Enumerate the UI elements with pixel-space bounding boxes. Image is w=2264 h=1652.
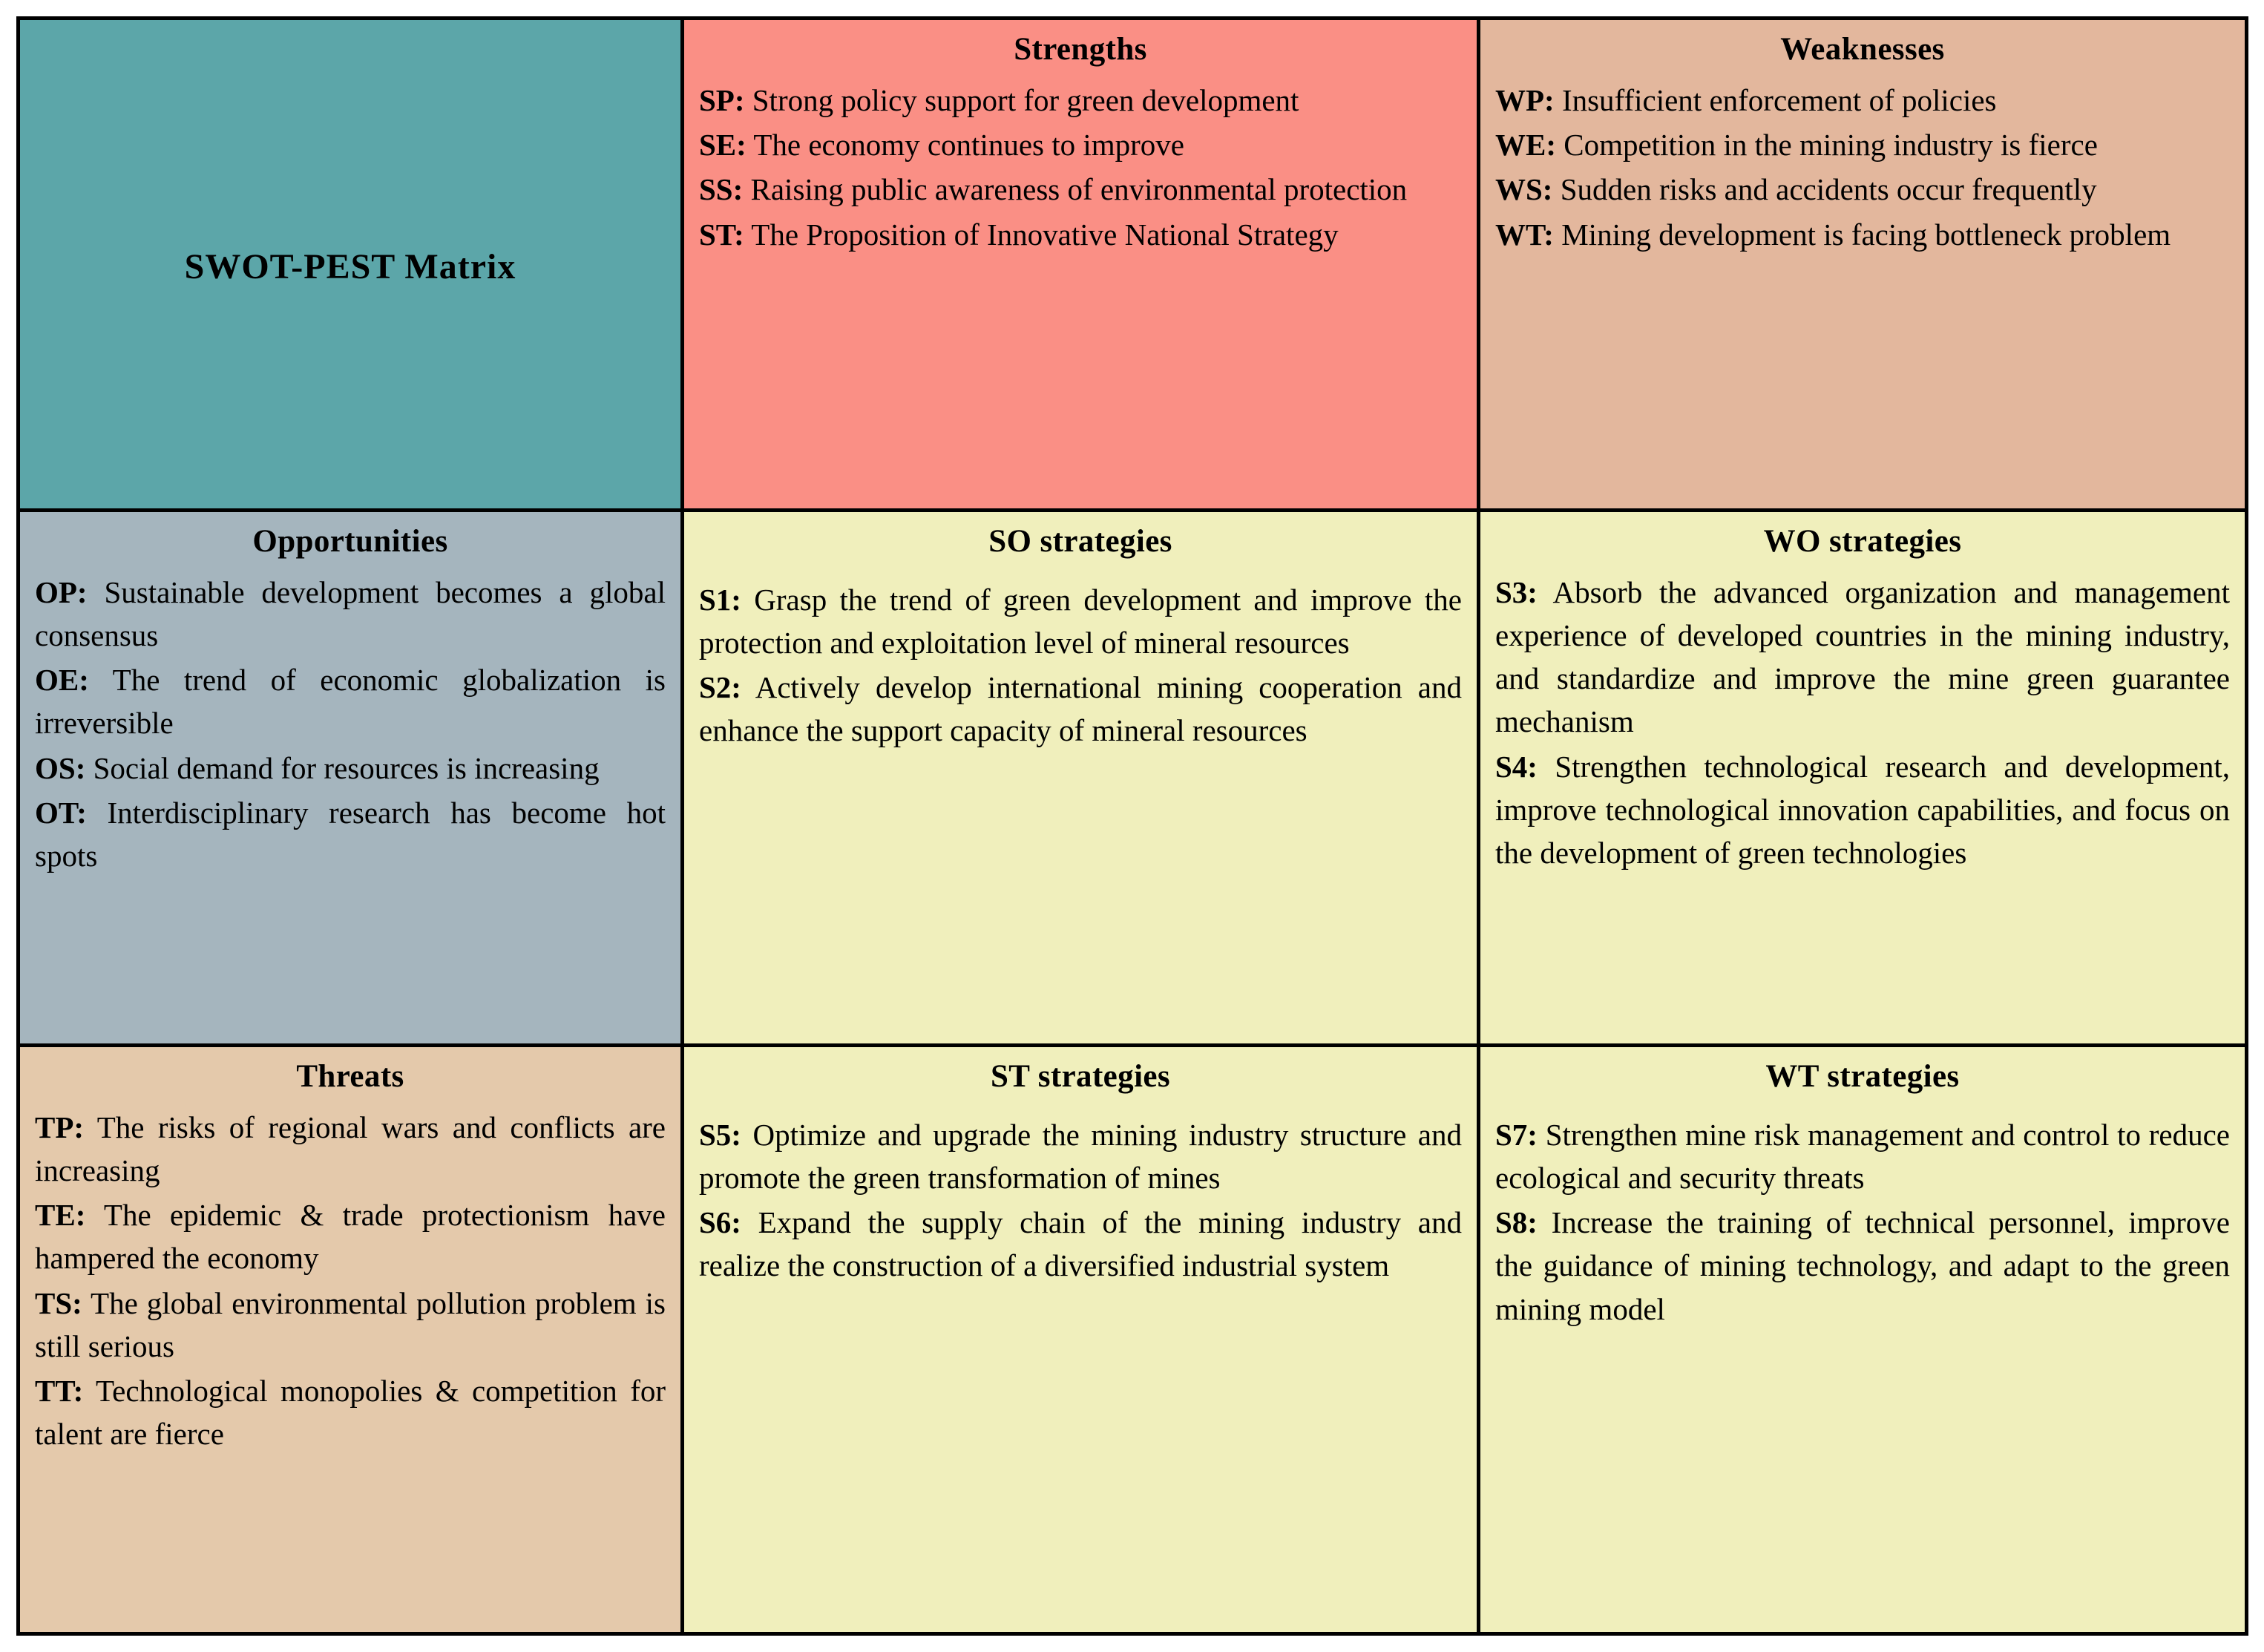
matrix-entry-text: Competition in the mining industry is fierce: [1556, 128, 2098, 163]
matrix-entry-code: OP:: [35, 574, 88, 609]
so-strategies-title: SO strategies: [988, 523, 1172, 559]
matrix-entry: [699, 578, 1462, 664]
matrix-entry-text: The Proposition of Innovative National Strategy: [744, 217, 1339, 252]
opportunities-title: Opportunities: [252, 523, 448, 559]
matrix-row-strengths-weaknesses: [19, 19, 2247, 511]
matrix-entry-text: Increase the training of technical personnel, improve the guidance of mining technology, and adapt to the green mining model: [1495, 1205, 2230, 1326]
matrix-entry-code: TT:: [35, 1374, 84, 1409]
matrix-entry-code: SS:: [699, 172, 744, 207]
threats-title: Threats: [296, 1058, 404, 1094]
st-strategies-entry-list: [699, 1113, 1462, 1288]
matrix-entry: [1495, 1201, 2230, 1331]
matrix-entry: [699, 666, 1462, 752]
corner-cell-inner: [20, 20, 680, 508]
threats-cell: [19, 1045, 683, 1633]
matrix-entry: [35, 571, 666, 657]
matrix-entry-text: Strong policy support for green development: [744, 83, 1299, 117]
st-strategies-cell-inner: [684, 1047, 1477, 1632]
threats-entry-list: [35, 1106, 666, 1456]
matrix-entry: [35, 1193, 666, 1279]
matrix-entry: [699, 168, 1462, 211]
matrix-entry: [1495, 1113, 2230, 1199]
opportunities-cell-inner: [20, 512, 680, 1043]
matrix-entry: [35, 747, 666, 790]
matrix-entry: [1495, 123, 2230, 166]
matrix-entry: [35, 658, 666, 744]
matrix-entry: [699, 123, 1462, 166]
wt-strategies-cell-inner: [1480, 1047, 2245, 1632]
matrix-entry-text: Sudden risks and accidents occur frequently: [1552, 172, 2097, 207]
matrix-entry: [1495, 79, 2230, 122]
strengths-title: Strengths: [1014, 32, 1147, 67]
matrix-entry: [35, 791, 666, 877]
matrix-entry-text: Raising public awareness of environmental protection: [743, 172, 1408, 207]
matrix-entry-text: Interdisciplinary research has become hot spots: [35, 795, 666, 873]
matrix-entry-text: The global environmental pollution problem is still serious: [35, 1285, 666, 1363]
st-strategies-cell: [683, 1045, 1479, 1633]
strengths-entry-list: [699, 79, 1462, 256]
matrix-entry-code: SP:: [699, 83, 745, 117]
matrix-entry-text: Mining development is facing bottleneck problem: [1553, 217, 2171, 252]
st-strategies-title: ST strategies: [990, 1058, 1171, 1094]
matrix-entry-code: WT:: [1495, 217, 1554, 252]
weaknesses-cell-inner: [1480, 20, 2245, 508]
matrix-entry-code: TE:: [35, 1198, 86, 1233]
matrix-entry-text: Strengthen technological research and development, improve technological innovation capabilities, and focus on the development of green technologies: [1495, 749, 2230, 871]
matrix-entry-code: S7:: [1495, 1117, 1538, 1152]
matrix-entry-code: S6:: [699, 1205, 741, 1240]
threats-cell-inner: [20, 1047, 680, 1632]
matrix-entry-code: OT:: [35, 795, 87, 830]
matrix-entry: [1495, 745, 2230, 875]
weaknesses-title: Weaknesses: [1780, 32, 1945, 67]
matrix-entry: [35, 1106, 666, 1192]
matrix-entry-code: S1:: [699, 582, 741, 617]
so-strategies-cell: [683, 510, 1479, 1045]
matrix-entry-text: The risks of regional wars and conflicts are increasing: [35, 1109, 666, 1187]
matrix-entry-text: The epidemic & trade protectionism have hampered the economy: [35, 1198, 666, 1276]
matrix-entry-code: S5:: [699, 1117, 741, 1152]
matrix-entry: [699, 1201, 1462, 1287]
matrix-entry-code: OE:: [35, 663, 89, 698]
wt-strategies-title: WT strategies: [1765, 1058, 1960, 1094]
wo-strategies-cell: [1479, 510, 2247, 1045]
matrix-row-opportunities: [19, 510, 2247, 1045]
matrix-title: SWOT-PEST Matrix: [184, 247, 516, 287]
matrix-entry-text: Expand the supply chain of the mining industry and realize the construction of a diversified industrial system: [699, 1205, 1462, 1283]
swot-pest-matrix: [16, 16, 2248, 1636]
matrix-entry-code: WS:: [1495, 172, 1553, 207]
opportunities-entry-list: [35, 571, 666, 878]
matrix-entry-code: SE:: [699, 128, 747, 163]
wo-strategies-cell-inner: [1480, 512, 2245, 1043]
matrix-entry-code: S2:: [699, 670, 741, 705]
matrix-entry: [699, 213, 1462, 256]
opportunities-cell: [19, 510, 683, 1045]
corner-cell: [19, 19, 683, 511]
matrix-entry-text: Optimize and upgrade the mining industry structure and promote the green transformation of mines: [699, 1117, 1462, 1195]
matrix-entry-text: Grasp the trend of green development and improve the protection and exploitation level of mineral resources: [699, 582, 1462, 660]
matrix-entry: [1495, 571, 2230, 744]
matrix-entry-text: The trend of economic globalization is irreversible: [35, 663, 666, 741]
matrix-entry-text: Insufficient enforcement of policies: [1554, 83, 1997, 117]
matrix-entry: [1495, 168, 2230, 211]
strengths-cell: [683, 19, 1479, 511]
wo-strategies-title: WO strategies: [1763, 523, 1962, 559]
matrix-entry-code: S4:: [1495, 749, 1538, 784]
matrix-entry-text: Absorb the advanced organization and management experience of developed countries in the mining industry, and standardize and improve the mine green guarantee mechanism: [1495, 574, 2230, 739]
wo-strategies-entry-list: [1495, 571, 2230, 875]
matrix-row-threats: [19, 1045, 2247, 1633]
matrix-entry: [1495, 213, 2230, 256]
weaknesses-cell: [1479, 19, 2247, 511]
so-strategies-entry-list: [699, 578, 1462, 753]
matrix-entry: [35, 1282, 666, 1368]
matrix-entry-text: Technological monopolies & competition for talent are fierce: [35, 1374, 666, 1452]
matrix-entry-text: The economy continues to improve: [746, 128, 1185, 163]
weaknesses-entry-list: [1495, 79, 2230, 256]
matrix-entry-code: TP:: [35, 1109, 85, 1144]
matrix-entry-text: Sustainable development becomes a global consensus: [35, 574, 666, 652]
strengths-cell-inner: [684, 20, 1477, 508]
so-strategies-cell-inner: [684, 512, 1477, 1043]
matrix-entry: [699, 79, 1462, 122]
matrix-entry-code: S3:: [1495, 574, 1538, 609]
matrix-entry-code: S8:: [1495, 1205, 1538, 1240]
matrix-entry: [699, 1113, 1462, 1199]
matrix-entry-code: ST:: [699, 217, 744, 252]
matrix-entry-code: OS:: [35, 750, 86, 785]
matrix-entry-code: WE:: [1495, 128, 1556, 163]
matrix-entry-code: TS:: [35, 1285, 82, 1320]
wt-strategies-cell: [1479, 1045, 2247, 1633]
matrix-entry-code: WP:: [1495, 83, 1555, 117]
matrix-entry-text: Social demand for resources is increasing: [85, 750, 600, 785]
matrix-entry-text: Strengthen mine risk management and control to reduce ecological and security threats: [1495, 1117, 2230, 1195]
matrix-entry: [35, 1369, 666, 1455]
wt-strategies-entry-list: [1495, 1113, 2230, 1331]
matrix-entry-text: Actively develop international mining cooperation and enhance the support capacity of mineral resources: [699, 670, 1462, 748]
